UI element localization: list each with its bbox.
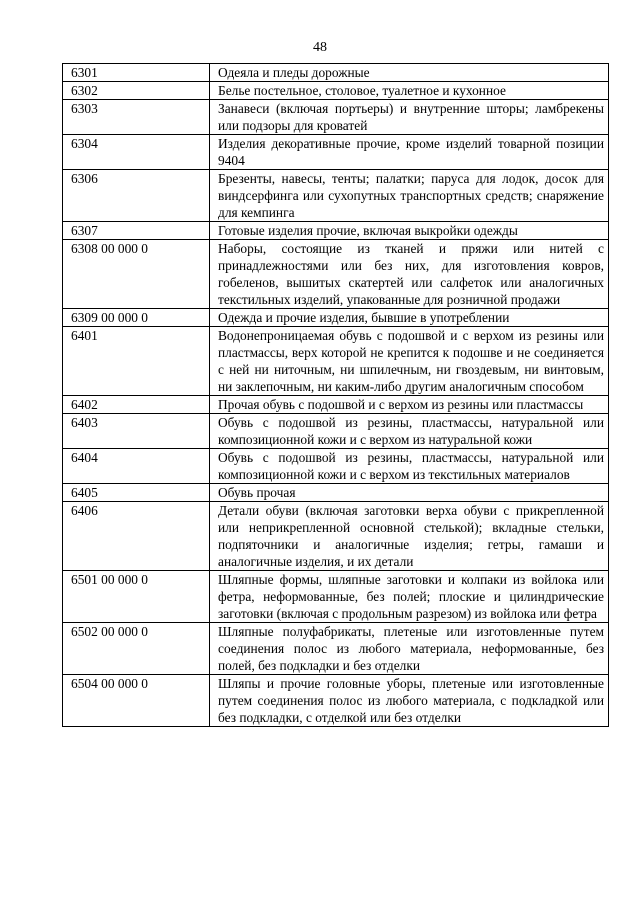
table-row <box>63 502 609 571</box>
table-row <box>63 170 609 222</box>
description-cell: Детали обуви (включая заготовки верха обуви с прикрепленной или неприкрепленной основной стелькой); вкладные стельки, подпяточники и аналогичные изделия; гетры, гамаши и аналогичные изделия, и их детали <box>210 502 609 571</box>
code-cell: 6308 00 000 0 <box>63 240 210 309</box>
description-cell: Одеяла и пледы дорожные <box>210 64 609 82</box>
code-cell: 6303 <box>63 100 210 135</box>
code-cell: 6309 00 000 0 <box>63 309 210 327</box>
description-cell: Шляпные полуфабрикаты, плетеные или изготовленные путем соединения полос из любого материала, неформованные, без полей, без подкладки и без отделки <box>210 623 609 675</box>
page-number: 48 <box>313 40 327 55</box>
table-row <box>63 82 609 100</box>
code-cell: 6405 <box>63 484 210 502</box>
table-row <box>63 414 609 449</box>
code-cell: 6401 <box>63 327 210 396</box>
table-row <box>63 240 609 309</box>
description-cell: Шляпные формы, шляпные заготовки и колпаки из войлока или фетра, неформованные, без полей; плоские и цилиндрические заготовки (включая с продольным разрезом) из войлока или фетра <box>210 571 609 623</box>
description-cell: Водонепроницаемая обувь с подошвой и с верхом из резины или пластмассы, верх которой не крепится к подошве и не соединяется с ней ни ниточным, ни шпилечным, ни гвоздевым, ни винтовым, ни заклепочным, ни каким-либо другим аналогичным способом <box>210 327 609 396</box>
tariff-code-table <box>62 63 609 727</box>
code-cell: 6402 <box>63 396 210 414</box>
code-cell: 6404 <box>63 449 210 484</box>
code-cell: 6306 <box>63 170 210 222</box>
code-cell: 6301 <box>63 64 210 82</box>
description-cell: Наборы, состоящие из тканей и пряжи или нитей с принадлежностями или без них, для изготовления ковров, гобеленов, вышитых скатертей или салфеток или аналогичных текстильных изделий, упакованные для розничной продажи <box>210 240 609 309</box>
code-cell: 6304 <box>63 135 210 170</box>
description-cell: Брезенты, навесы, тенты; палатки; паруса для лодок, досок для виндсерфинга или сухопутных транспортных средств; снаряжение для кемпинга <box>210 170 609 222</box>
code-cell: 6403 <box>63 414 210 449</box>
description-cell: Готовые изделия прочие, включая выкройки одежды <box>210 222 609 240</box>
description-cell: Прочая обувь с подошвой и с верхом из резины или пластмассы <box>210 396 609 414</box>
code-cell: 6504 00 000 0 <box>63 675 210 727</box>
table-row <box>63 309 609 327</box>
table-row <box>63 100 609 135</box>
code-cell: 6307 <box>63 222 210 240</box>
description-cell: Обувь с подошвой из резины, пластмассы, натуральной или композиционной кожи и с верхом из текстильных материалов <box>210 449 609 484</box>
table-row <box>63 623 609 675</box>
description-cell: Занавеси (включая портьеры) и внутренние шторы; ламбрекены или подзоры для кроватей <box>210 100 609 135</box>
code-cell: 6302 <box>63 82 210 100</box>
table-row <box>63 449 609 484</box>
description-cell: Обувь с подошвой из резины, пластмассы, натуральной или композиционной кожи и с верхом из натуральной кожи <box>210 414 609 449</box>
table-body <box>63 64 609 727</box>
description-cell: Белье постельное, столовое, туалетное и кухонное <box>210 82 609 100</box>
description-cell: Обувь прочая <box>210 484 609 502</box>
table-row <box>63 327 609 396</box>
description-cell: Изделия декоративные прочие, кроме изделий товарной позиции 9404 <box>210 135 609 170</box>
table-row <box>63 675 609 727</box>
table-row <box>63 484 609 502</box>
table-row <box>63 135 609 170</box>
table-row <box>63 64 609 82</box>
table-row <box>63 222 609 240</box>
description-cell: Одежда и прочие изделия, бывшие в употреблении <box>210 309 609 327</box>
table-row <box>63 396 609 414</box>
code-cell: 6406 <box>63 502 210 571</box>
code-cell: 6501 00 000 0 <box>63 571 210 623</box>
table-row <box>63 571 609 623</box>
code-cell: 6502 00 000 0 <box>63 623 210 675</box>
description-cell: Шляпы и прочие головные уборы, плетеные или изготовленные путем соединения полос из любого материала, с подкладкой или без подкладки, с отделкой или без отделки <box>210 675 609 727</box>
